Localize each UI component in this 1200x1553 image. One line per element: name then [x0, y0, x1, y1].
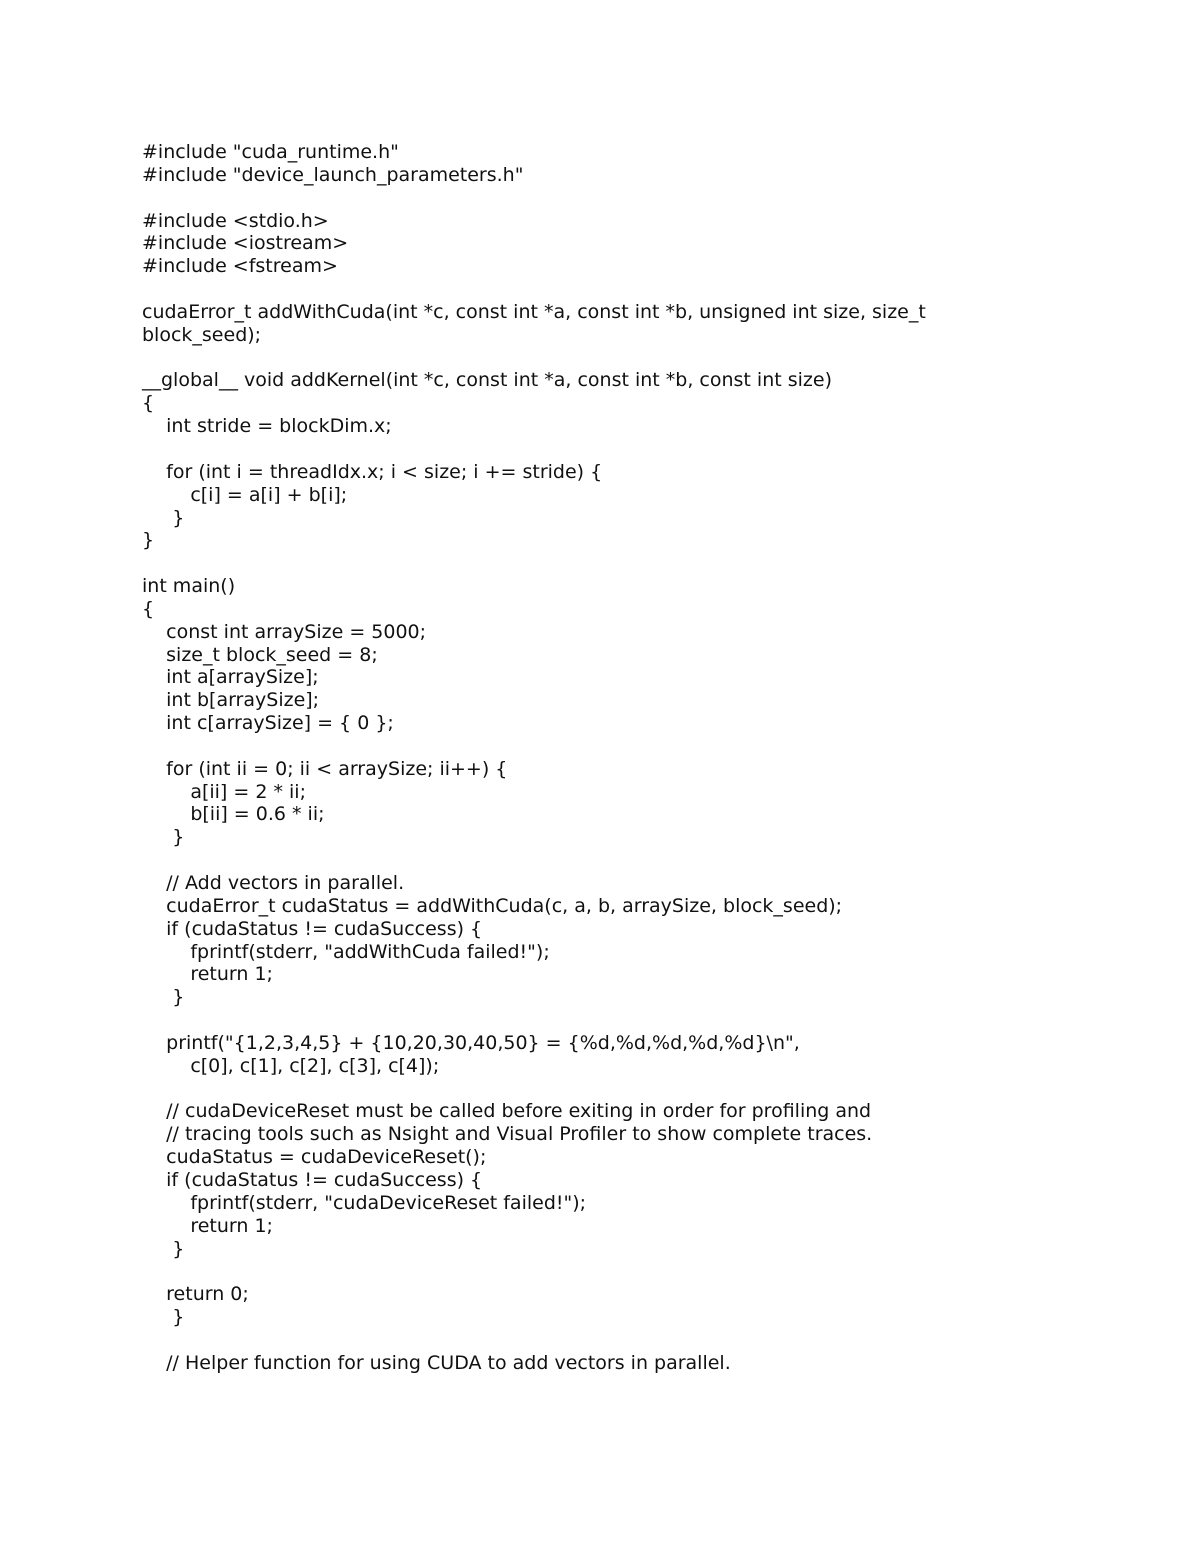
code-line: int c[arraySize] = { 0 };: [142, 712, 394, 735]
code-line: fprintf(stderr, "addWithCuda failed!");: [142, 940, 550, 963]
code-line: [142, 552, 1102, 575]
code-line: [142, 438, 1102, 461]
code-line: c[0], c[1], c[2], c[3], c[4]);: [142, 1054, 440, 1077]
code-line: __global__ void addKernel(int *c, const int *a, const int *b, const int size): [142, 369, 832, 392]
code-line: #include "cuda_runtime.h": [142, 141, 399, 163]
code-line: // tracing tools such as Nsight and Visual Profiler to show complete traces.: [142, 1123, 873, 1146]
code-line: [142, 1078, 1102, 1101]
code-line: }: [142, 529, 155, 552]
code-listing: [142, 141, 1102, 1375]
code-line: if (cudaStatus != cudaSuccess) {: [142, 1168, 483, 1191]
code-line: printf("{1,2,3,4,5} + {10,20,30,40,50} = {%d,%d,%d,%d,%d}\n",: [142, 1031, 800, 1054]
code-line: [142, 1329, 1102, 1352]
code-line: int main(): [142, 575, 236, 598]
code-line: if (cudaStatus != cudaSuccess) {: [142, 917, 483, 940]
code-line: #include "device_launch_parameters.h": [142, 163, 524, 186]
code-line: const int arraySize = 5000;: [142, 620, 427, 643]
code-line: cudaError_t cudaStatus = addWithCuda(c, a, b, arraySize, block_seed);: [142, 894, 843, 917]
code-line: [142, 347, 1102, 370]
code-line: return 1;: [142, 963, 273, 986]
code-line: block_seed);: [142, 323, 262, 346]
code-line: size_t block_seed = 8;: [142, 643, 378, 666]
code-line: int a[arraySize];: [142, 666, 319, 689]
code-line: b[ii] = 0.6 * ii;: [142, 803, 325, 826]
code-line: for (int ii = 0; ii < arraySize; ii++) {: [142, 757, 508, 780]
code-line: int stride = blockDim.x;: [142, 415, 392, 438]
code-line: [142, 187, 1102, 210]
code-line: a[ii] = 2 * ii;: [142, 780, 306, 803]
code-line: {: [142, 392, 155, 415]
code-line: #include <iostream>: [142, 232, 349, 255]
code-line: c[i] = a[i] + b[i];: [142, 483, 348, 506]
code-line: // Add vectors in parallel.: [142, 872, 405, 894]
code-line: cudaStatus = cudaDeviceReset();: [142, 1146, 487, 1169]
code-line: [142, 1260, 1102, 1283]
code-line: }: [142, 986, 185, 1009]
code-line: [142, 1009, 1102, 1032]
code-line: fprintf(stderr, "cudaDeviceReset failed!");: [142, 1191, 587, 1214]
code-line: int b[arraySize];: [142, 689, 320, 712]
code-line: return 0;: [142, 1283, 249, 1306]
code-line: for (int i = threadIdx.x; i < size; i += stride) {: [142, 460, 603, 483]
code-line: }: [142, 1237, 185, 1260]
code-line: // Helper function for using CUDA to add vectors in parallel.: [142, 1351, 731, 1374]
code-line: [142, 278, 1102, 301]
code-line: }: [142, 1306, 185, 1329]
code-line: {: [142, 597, 155, 620]
code-line: #include <fstream>: [142, 255, 338, 278]
code-line: return 1;: [142, 1214, 273, 1237]
code-line: #include <stdio.h>: [142, 209, 329, 232]
code-line: [142, 849, 1102, 872]
code-line: // cudaDeviceReset must be called before exiting in order for profiling and: [142, 1100, 872, 1123]
code-line: cudaError_t addWithCuda(int *c, const int *a, const int *b, unsigned int size, size_t: [142, 300, 926, 323]
code-line: }: [142, 506, 185, 529]
code-line: }: [142, 826, 185, 849]
code-line: [142, 735, 1102, 758]
